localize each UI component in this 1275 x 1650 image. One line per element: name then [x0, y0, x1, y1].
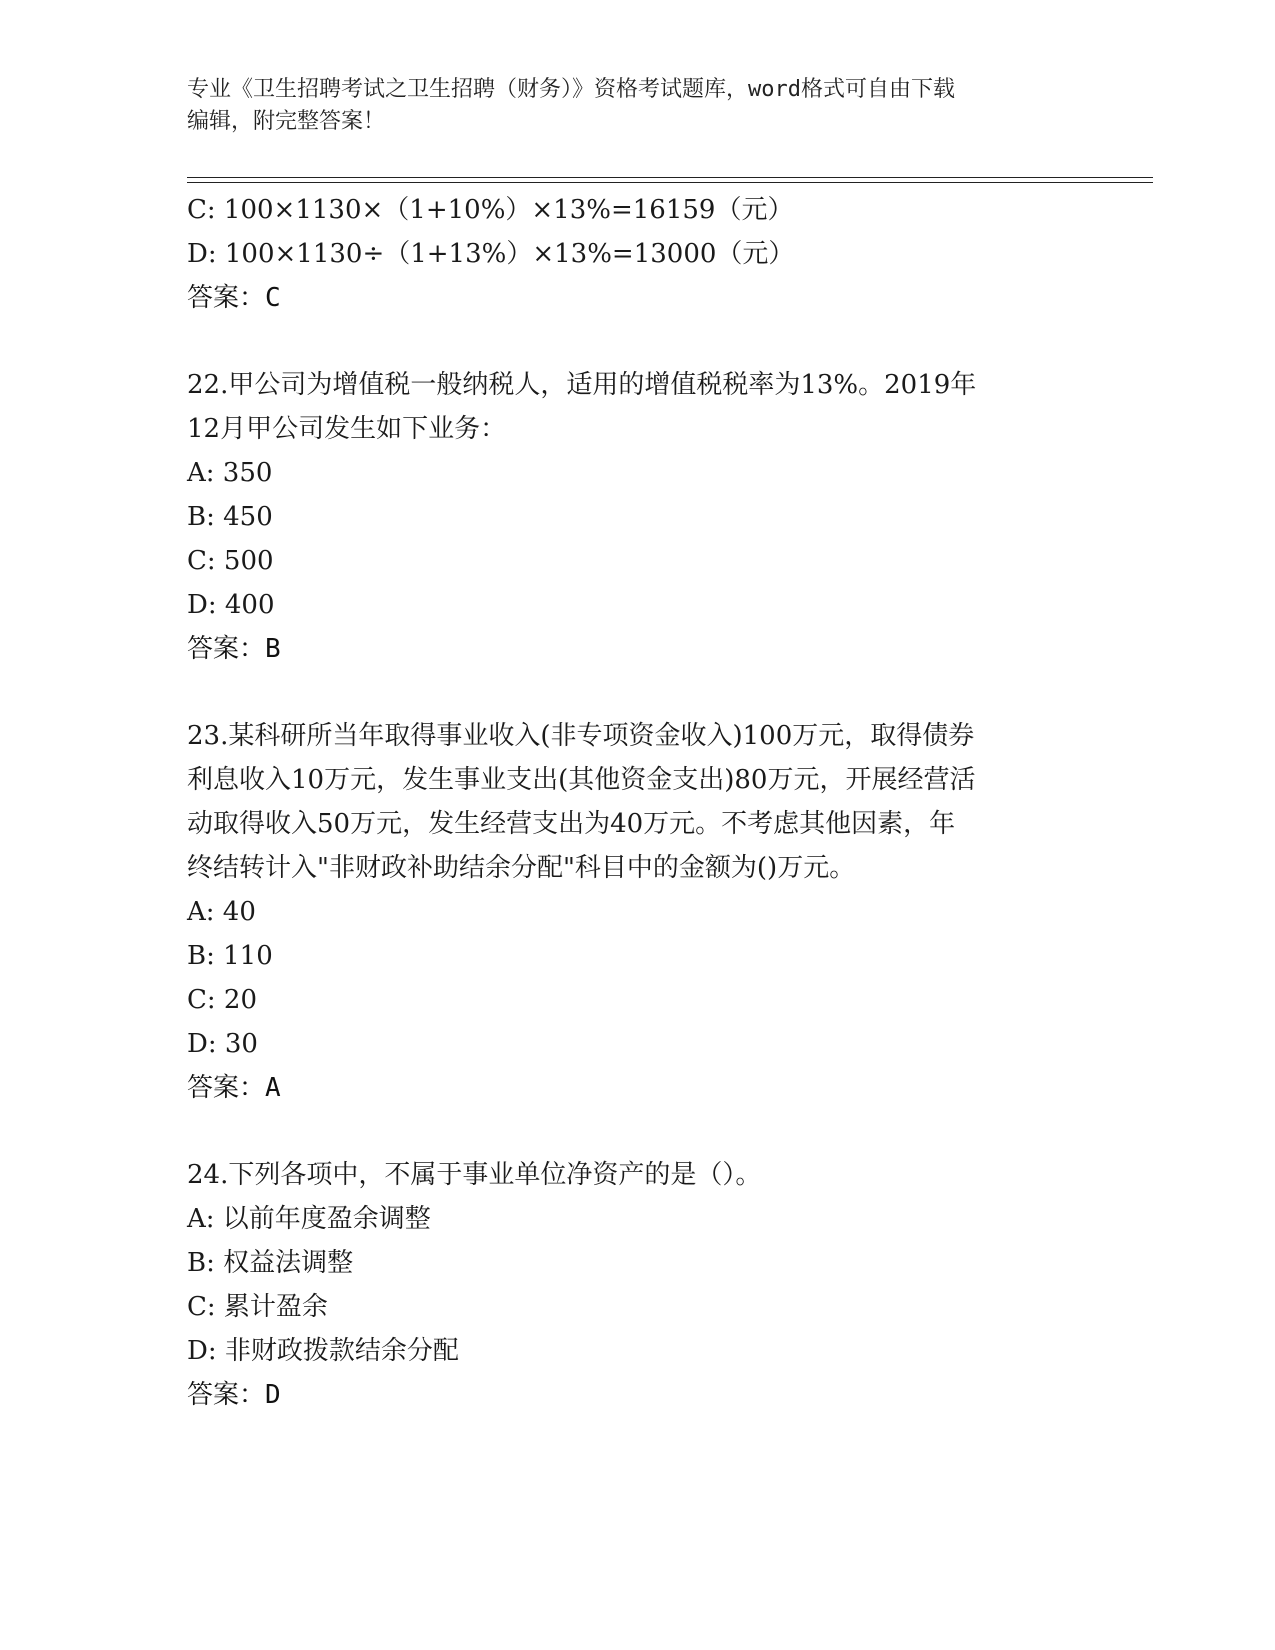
- q21-option-c: C: 100×1130×（1+10%）×13%=16159（元）: [187, 195, 794, 225]
- q22-option-b: B: 450: [187, 502, 273, 532]
- q23-stem-line-4: 终结转计入"非财政补助结余分配"科目中的金额为()万元。: [187, 853, 856, 883]
- q22-option-c: C: 500: [187, 546, 274, 576]
- q21-option-d: D: 100×1130÷（1+13%）×13%=13000（元）: [187, 239, 795, 269]
- q23-option-a: A: 40: [187, 897, 256, 927]
- q22-option-a: A: 350: [187, 458, 273, 488]
- q24-answer: 答案：D: [187, 1380, 281, 1410]
- q23-option-d: D: 30: [187, 1029, 258, 1059]
- q22-stem-line-2: 12月甲公司发生如下业务：: [187, 414, 507, 444]
- q23-stem-line-3: 动取得收入50万元，发生经营支出为40万元。不考虑其他因素，年: [187, 809, 956, 839]
- header-divider-top: [187, 177, 1153, 178]
- q23-stem-line-1: 23.某科研所当年取得事业收入(非专项资金收入)100万元，取得债券: [187, 721, 975, 751]
- q23-option-b: B: 110: [187, 941, 273, 971]
- q22-answer: 答案：B: [187, 634, 281, 664]
- q23-option-c: C: 20: [187, 985, 258, 1015]
- q22-option-d: D: 400: [187, 590, 275, 620]
- q23-stem-line-2: 利息收入10万元，发生事业支出(其他资金支出)80万元，开展经营活: [187, 765, 976, 795]
- q22-stem-line-1: 22.甲公司为增值税一般纳税人，适用的增值税税率为13%。2019年: [187, 370, 977, 400]
- header-line-2: 编辑，附完整答案！: [187, 109, 386, 134]
- q24-option-a: A: 以前年度盈余调整: [187, 1204, 431, 1234]
- q24-stem-line-1: 24.下列各项中，不属于事业单位净资产的是（）。: [187, 1160, 762, 1190]
- q24-option-c: C: 累计盈余: [187, 1292, 328, 1322]
- q23-answer: 答案：A: [187, 1073, 281, 1103]
- q21-answer: 答案：C: [187, 283, 281, 313]
- header-divider-bottom: [187, 182, 1153, 183]
- q24-option-d: D: 非财政拨款结余分配: [187, 1336, 459, 1366]
- document-header: [187, 74, 1087, 138]
- header-line-1: 专业《卫生招聘考试之卫生招聘（财务）》资格考试题库，word格式可自由下载: [187, 77, 955, 102]
- q24-option-b: B: 权益法调整: [187, 1248, 354, 1278]
